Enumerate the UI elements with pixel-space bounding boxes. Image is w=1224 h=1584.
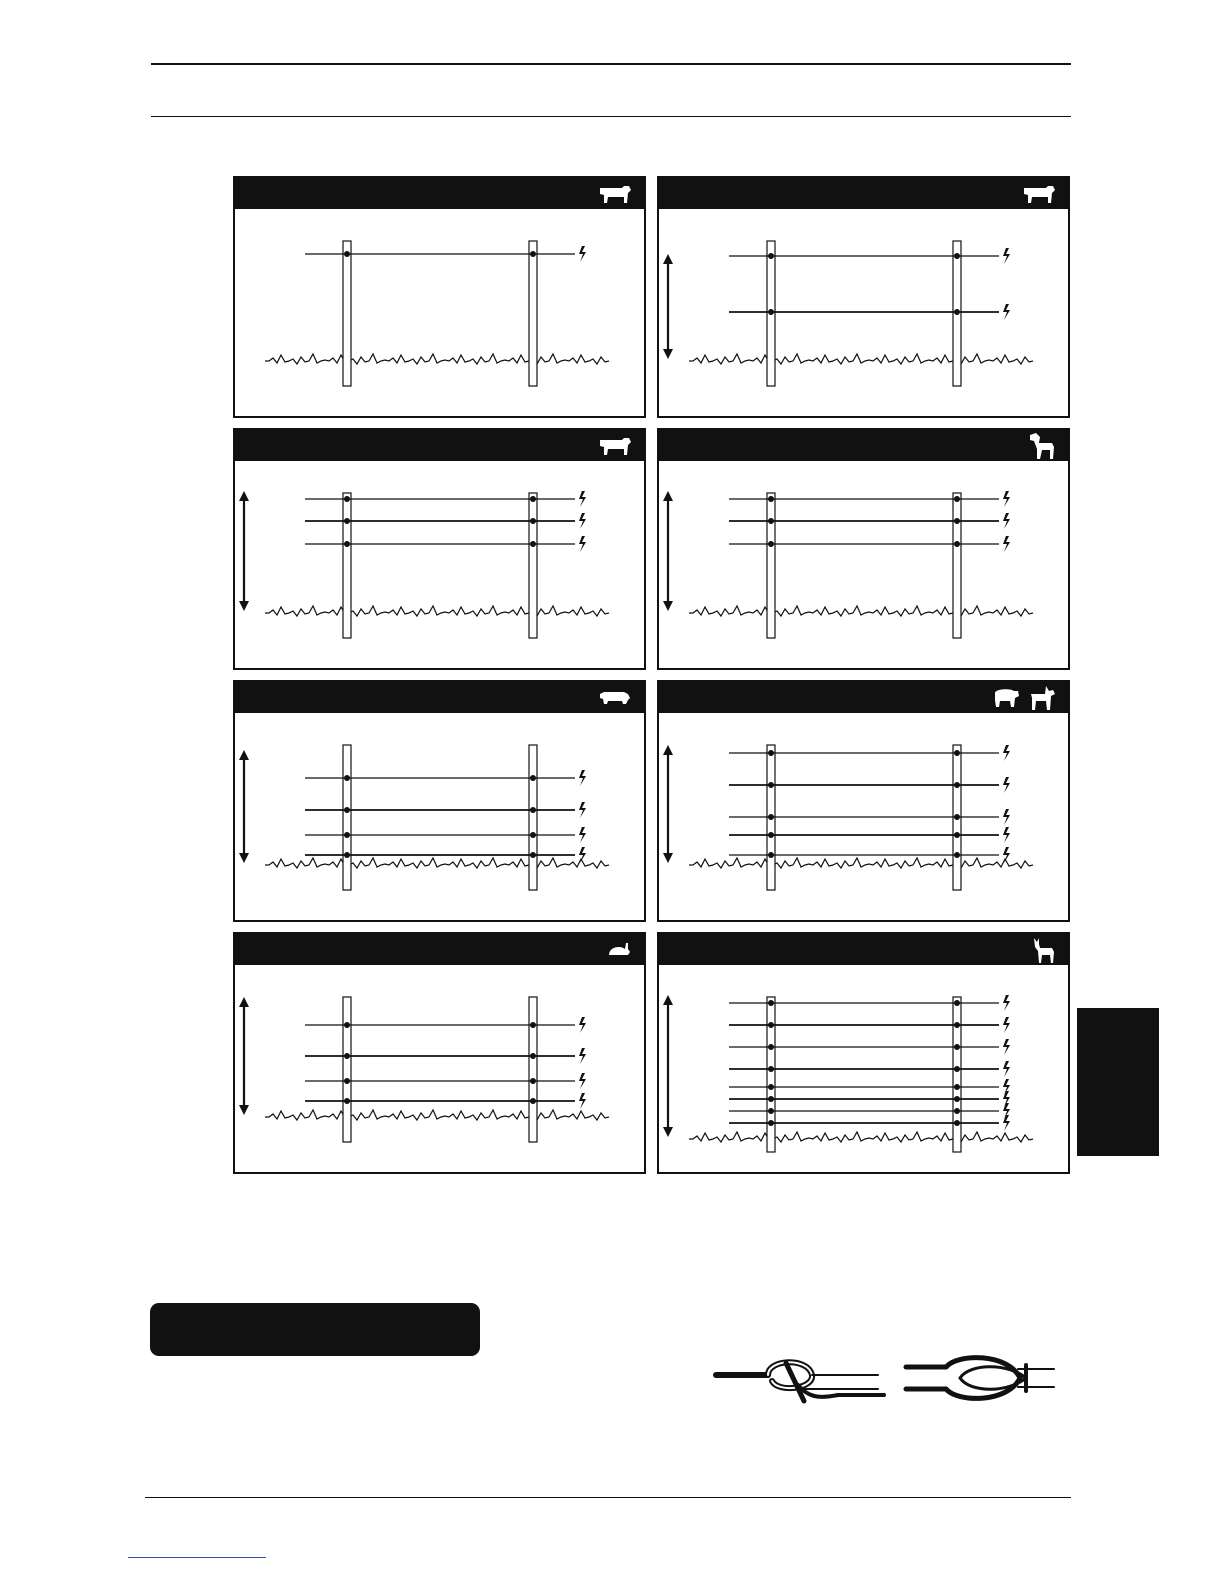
wire-insulator [530, 1022, 536, 1028]
wire-insulator [530, 496, 536, 502]
fence-post [529, 745, 537, 890]
grass-line [689, 606, 1033, 616]
wire-insulator [954, 541, 960, 547]
lightning-icon [1003, 248, 1010, 264]
wire-insulator [954, 496, 960, 502]
fence-diagram [235, 209, 644, 416]
knot-illustrations [708, 1345, 1068, 1425]
fence-panel-sheep-goat-5-wire [657, 680, 1070, 922]
footer-link-underline[interactable] [128, 1557, 266, 1558]
lightning-icon [1003, 513, 1010, 529]
fence-post [953, 997, 961, 1152]
fence-diagram [659, 209, 1068, 416]
wire-insulator [344, 807, 350, 813]
goat-icon [1028, 684, 1056, 712]
fence-diagram [235, 713, 644, 920]
grass-line [689, 858, 1033, 868]
wire-insulator [768, 832, 774, 838]
wire-insulator [768, 1096, 774, 1102]
grass-line [265, 354, 609, 364]
wire-insulator [768, 852, 774, 858]
wire-insulator [954, 1084, 960, 1090]
wire-insulator [530, 775, 536, 781]
lightning-icon [1003, 809, 1010, 825]
lightning-icon [1003, 995, 1010, 1011]
lightning-icon [579, 827, 586, 843]
fence-panel-deer-8-wire [657, 932, 1070, 1174]
wire-insulator [954, 782, 960, 788]
wire-insulator [530, 852, 536, 858]
wire-knot-icon [716, 1362, 884, 1401]
lightning-icon [579, 1093, 586, 1109]
wire-insulator [954, 1120, 960, 1126]
panel-animal-icons [598, 686, 632, 710]
wire-insulator [954, 518, 960, 524]
callout-heading-box [150, 1303, 480, 1356]
fence-post [767, 997, 775, 1152]
wire-insulator [530, 518, 536, 524]
height-arrow [663, 995, 673, 1137]
wire-insulator [954, 1000, 960, 1006]
cow-icon [598, 183, 632, 205]
wire-insulator [530, 541, 536, 547]
lightning-icon [1003, 1115, 1010, 1131]
wire-insulator [768, 518, 774, 524]
fence-diagram [235, 461, 644, 668]
wire-insulator [344, 496, 350, 502]
fence-diagram [659, 713, 1068, 920]
height-arrow [663, 745, 673, 863]
fence-diagram [659, 965, 1068, 1172]
lightning-icon [1003, 1061, 1010, 1077]
fence-post [343, 241, 351, 386]
lightning-icon [1003, 827, 1010, 843]
lightning-icon [1003, 1017, 1010, 1033]
fence-panel-pig-4-wire [233, 680, 646, 922]
wire-insulator [768, 1120, 774, 1126]
wire-insulator [768, 309, 774, 315]
wire-insulator [768, 1022, 774, 1028]
fence-post [953, 493, 961, 638]
footer-rule [145, 1497, 1071, 1498]
wire-insulator [954, 1108, 960, 1114]
fence-post [529, 997, 537, 1142]
wire-insulator [768, 1108, 774, 1114]
lightning-icon [1003, 1039, 1010, 1055]
panel-header [235, 934, 644, 965]
height-arrow [239, 997, 249, 1115]
wire-insulator [954, 814, 960, 820]
wire-insulator [768, 1066, 774, 1072]
wire-insulator [768, 541, 774, 547]
panel-animal-icons [598, 182, 632, 206]
wire-insulator [530, 807, 536, 813]
fence-panel-cattle-2-wire [657, 176, 1070, 418]
wire-insulator [344, 775, 350, 781]
panel-header [659, 934, 1068, 965]
lightning-icon [1003, 536, 1010, 552]
sheep-icon [992, 687, 1020, 709]
height-arrow [239, 491, 249, 611]
panel-header [659, 178, 1068, 209]
wire-insulator [768, 1084, 774, 1090]
wire-insulator [530, 1078, 536, 1084]
wire-insulator [954, 750, 960, 756]
lightning-icon [579, 536, 586, 552]
lightning-icon [579, 513, 586, 529]
panel-animal-icons [1026, 434, 1056, 458]
wire-insulator [768, 253, 774, 259]
wire-insulator [530, 251, 536, 257]
grass-line [689, 1132, 1033, 1142]
wire-insulator [954, 1096, 960, 1102]
wire-insulator [530, 1098, 536, 1104]
wire-insulator [344, 541, 350, 547]
lightning-icon [579, 1017, 586, 1033]
panel-header [235, 682, 644, 713]
wire-insulator [344, 832, 350, 838]
height-arrow [663, 491, 673, 611]
lightning-icon [1003, 491, 1010, 507]
panel-animal-icons [1022, 182, 1056, 206]
fence-post [343, 745, 351, 890]
wire-insulator [768, 782, 774, 788]
wire-insulator [954, 1066, 960, 1072]
fence-panel-horse-3-wire [657, 428, 1070, 670]
wire-insulator [954, 309, 960, 315]
wire-insulator [344, 251, 350, 257]
pig-icon [598, 688, 632, 708]
height-arrow [239, 750, 249, 863]
lightning-icon [579, 802, 586, 818]
panel-animal-icons [1030, 938, 1056, 962]
wire-insulator [954, 253, 960, 259]
lightning-icon [579, 770, 586, 786]
fence-post [529, 241, 537, 386]
wire-insulator [344, 1098, 350, 1104]
header-rule-top [151, 63, 1071, 65]
panel-header [235, 430, 644, 461]
panel-animal-icons [598, 434, 632, 458]
lightning-icon [579, 1073, 586, 1089]
fence-panel-rabbit-4-wire [233, 932, 646, 1174]
fence-post [529, 493, 537, 638]
wire-insulator [954, 832, 960, 838]
fence-post [343, 997, 351, 1142]
fence-post [767, 493, 775, 638]
fence-diagram [659, 461, 1068, 668]
wire-insulator [768, 496, 774, 502]
panel-header [659, 682, 1068, 713]
grass-line [265, 858, 609, 868]
deer-icon [1030, 936, 1056, 964]
header-rule-bottom [151, 116, 1071, 117]
lightning-icon [579, 246, 586, 262]
wire-insulator [768, 1044, 774, 1050]
wire-insulator [954, 1044, 960, 1050]
height-arrow [663, 254, 673, 359]
reef-knot-icon [906, 1358, 1054, 1399]
rabbit-icon [606, 941, 632, 959]
lightning-icon [1003, 304, 1010, 320]
grass-line [689, 354, 1033, 364]
wire-insulator [344, 852, 350, 858]
lightning-icon [579, 491, 586, 507]
wire-insulator [344, 1053, 350, 1059]
panel-animal-icons [992, 686, 1056, 710]
section-side-tab [1077, 1008, 1159, 1156]
wire-insulator [530, 1053, 536, 1059]
lightning-icon [579, 1048, 586, 1064]
wire-insulator [344, 1078, 350, 1084]
wire-insulator [768, 814, 774, 820]
fence-panel-cattle-3-wire [233, 428, 646, 670]
cow-icon [1022, 183, 1056, 205]
panel-header [235, 178, 644, 209]
wire-insulator [344, 1022, 350, 1028]
wire-insulator [530, 832, 536, 838]
horse-icon [1026, 431, 1056, 461]
fence-post [343, 493, 351, 638]
fence-diagram [235, 965, 644, 1172]
panel-animal-icons [606, 938, 632, 962]
grass-line [265, 606, 609, 616]
lightning-icon [1003, 745, 1010, 761]
lightning-icon [1003, 777, 1010, 793]
fence-panel-cattle-1-wire [233, 176, 646, 418]
panel-header [659, 430, 1068, 461]
wire-insulator [768, 750, 774, 756]
wire-insulator [344, 518, 350, 524]
wire-insulator [768, 1000, 774, 1006]
cow-icon [598, 435, 632, 457]
wire-insulator [954, 852, 960, 858]
grass-line [265, 1110, 609, 1120]
wire-insulator [954, 1022, 960, 1028]
